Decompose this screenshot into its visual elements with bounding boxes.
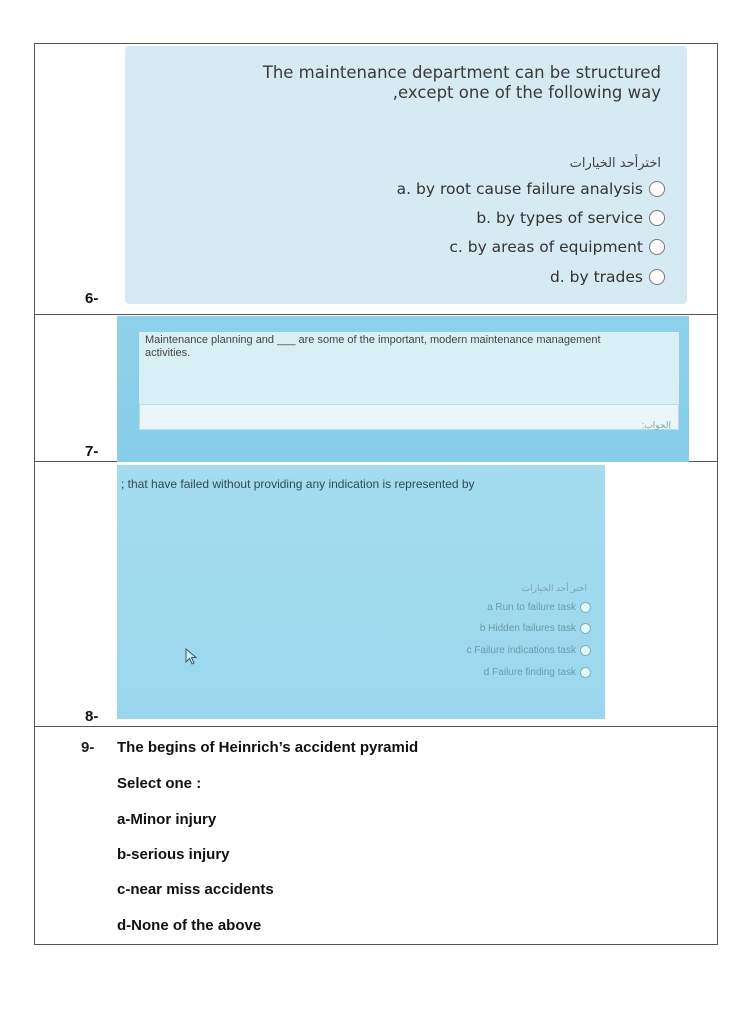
question-8-number: 8-: [85, 708, 99, 725]
radio-button[interactable]: [649, 239, 665, 255]
option-label: c. by areas of equipment: [449, 238, 643, 256]
question-8-option-a[interactable]: [487, 602, 591, 613]
question-9-option-d: d-None of the above: [117, 917, 262, 934]
question-6-screenshot: [125, 46, 687, 304]
question-9-number: 9-: [81, 739, 95, 756]
question-6-title-line1: The maintenance department can be structured: [262, 63, 661, 82]
radio-button[interactable]: [580, 602, 591, 613]
question-6-option-b[interactable]: [476, 209, 665, 227]
question-row-9: [35, 727, 717, 944]
radio-button[interactable]: [649, 181, 665, 197]
question-6-number: 6-: [85, 290, 99, 307]
question-6-title-line2: ,except one of the following way: [392, 83, 661, 102]
option-label: c Failure indications task: [466, 645, 576, 656]
option-label: a. by root cause failure analysis: [396, 180, 643, 198]
option-label: a Run to failure task: [487, 602, 576, 613]
mouse-cursor-icon: [185, 648, 199, 666]
question-6-option-c[interactable]: [449, 238, 665, 256]
question-9-select-label: Select one :: [117, 775, 202, 792]
question-8-option-b[interactable]: [480, 623, 591, 634]
question-table: [34, 43, 718, 945]
question-7-text: Maintenance planning and ___ are some of the important, modern maintenance management activities.: [145, 334, 601, 359]
question-7-screenshot: [117, 316, 689, 462]
option-label: d Failure finding task: [483, 667, 576, 678]
question-8-text: ; that have failed without providing any indication is represented by: [121, 477, 475, 491]
radio-button[interactable]: [580, 667, 591, 678]
option-label: b. by types of service: [476, 209, 643, 227]
question-row-7: [35, 315, 717, 462]
radio-button[interactable]: [649, 269, 665, 285]
question-6-option-a[interactable]: [397, 180, 665, 198]
question-row-6: [35, 44, 717, 315]
question-6-title: [141, 63, 661, 103]
question-9-title: The begins of Heinrich’s accident pyramid: [117, 739, 419, 756]
question-8-screenshot: [117, 465, 605, 719]
question-7-answer-input[interactable]: [139, 404, 679, 430]
question-8-select-label: اختر أحد الخيارات: [521, 583, 587, 593]
option-label: d. by trades: [549, 268, 643, 286]
radio-button[interactable]: [580, 623, 591, 634]
question-7-number: 7-: [85, 443, 99, 460]
question-row-8: [35, 462, 717, 727]
question-6-option-d[interactable]: [550, 268, 665, 286]
radio-button[interactable]: [649, 210, 665, 226]
question-8-option-c[interactable]: [467, 645, 592, 656]
question-7-answer-label: الجواب:: [641, 420, 671, 430]
radio-button[interactable]: [580, 645, 591, 656]
option-label: b Hidden failures task: [479, 623, 576, 634]
question-8-option-d[interactable]: [484, 667, 591, 678]
question-9-option-a: a-Minor injury: [117, 811, 217, 828]
question-6-select-label: اخترأحد الخيارات: [569, 156, 661, 171]
question-9-option-b: b-serious injury: [117, 846, 230, 863]
question-9-option-c: c-near miss accidents: [117, 881, 274, 898]
